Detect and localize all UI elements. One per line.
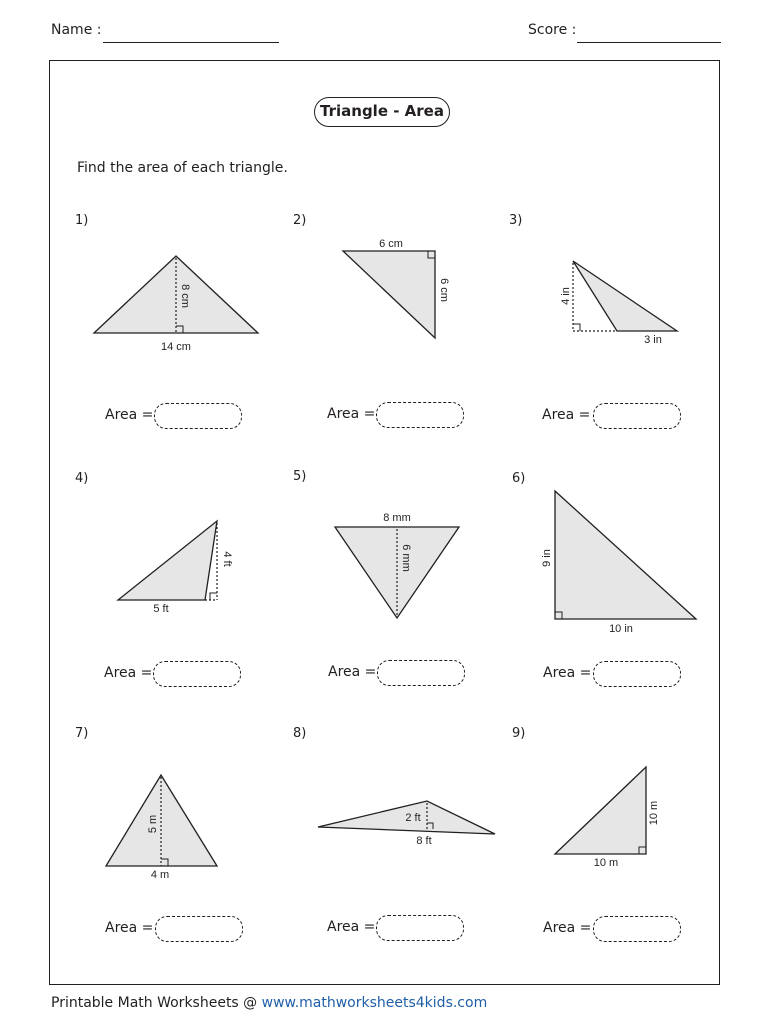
answer-box-8[interactable] — [376, 915, 464, 941]
area-label-2: Area = — [327, 406, 376, 422]
score-label: Score : — [528, 22, 577, 38]
problem-number-5: 5) — [293, 469, 307, 484]
answer-box-2[interactable] — [376, 402, 464, 428]
triangle-3 — [573, 261, 677, 331]
area-label-7: Area = — [105, 920, 154, 936]
label-8-base: 8 ft — [416, 835, 432, 847]
right-angle-mark-4 — [210, 593, 217, 600]
problem-number-8: 8) — [293, 726, 307, 741]
label-4-height: 4 ft — [221, 551, 233, 567]
problem-number-6: 6) — [512, 471, 526, 486]
problem-number-4: 4) — [75, 471, 89, 486]
answer-box-1[interactable] — [154, 403, 242, 429]
triangle-2 — [343, 251, 435, 338]
label-3-base: 3 in — [644, 334, 662, 346]
label-2-top: 6 cm — [379, 238, 403, 250]
label-5-top: 8 mm — [383, 512, 411, 524]
right-angle-mark-3 — [573, 324, 580, 331]
triangle-5 — [335, 527, 459, 618]
answer-box-3[interactable] — [593, 403, 681, 429]
answer-box-7[interactable] — [155, 916, 243, 942]
problem-number-1: 1) — [75, 213, 89, 228]
label-3-height: 4 in — [560, 287, 572, 305]
problem-number-2: 2) — [293, 213, 307, 228]
footer-link[interactable]: www.mathworksheets4kids.com — [261, 995, 488, 1011]
triangle-7 — [106, 775, 217, 866]
area-label-4: Area = — [104, 665, 153, 681]
problem-number-7: 7) — [75, 726, 89, 741]
label-2-side: 6 cm — [438, 278, 450, 302]
name-label: Name : — [51, 22, 102, 38]
worksheet-title: Triangle - Area — [314, 97, 450, 127]
label-7-base: 4 m — [150, 869, 170, 881]
area-label-1: Area = — [105, 407, 154, 423]
area-label-9: Area = — [543, 920, 592, 936]
answer-box-6[interactable] — [593, 661, 681, 687]
label-1-base: 14 cm — [161, 341, 191, 353]
area-label-6: Area = — [543, 665, 592, 681]
area-label-8: Area = — [327, 919, 376, 935]
problem-number-3: 3) — [509, 213, 523, 228]
answer-box-4[interactable] — [153, 661, 241, 687]
label-5-height: 6 mm — [400, 544, 412, 572]
triangle-9 — [555, 767, 646, 854]
label-4-base: 5 ft — [153, 603, 169, 615]
label-6-height: 9 in — [541, 549, 553, 567]
area-label-5: Area = — [328, 664, 377, 680]
answer-box-9[interactable] — [593, 916, 681, 942]
label-8-height: 2 ft — [405, 812, 421, 824]
triangle-6 — [555, 491, 696, 619]
problem-number-9: 9) — [512, 726, 526, 741]
label-9-side: 10 m — [648, 800, 660, 826]
answer-box-5[interactable] — [377, 660, 465, 686]
footer — [51, 995, 487, 1011]
area-label-3: Area = — [542, 407, 591, 423]
label-7-height: 5 m — [147, 814, 159, 834]
label-6-base: 10 in — [609, 623, 633, 635]
instructions: Find the area of each triangle. — [77, 160, 288, 176]
triangle-4 — [118, 521, 217, 600]
label-1-height: 8 cm — [179, 284, 191, 308]
label-9-base: 10 m — [593, 857, 619, 869]
footer-text: Printable Math Worksheets @ — [51, 995, 262, 1011]
